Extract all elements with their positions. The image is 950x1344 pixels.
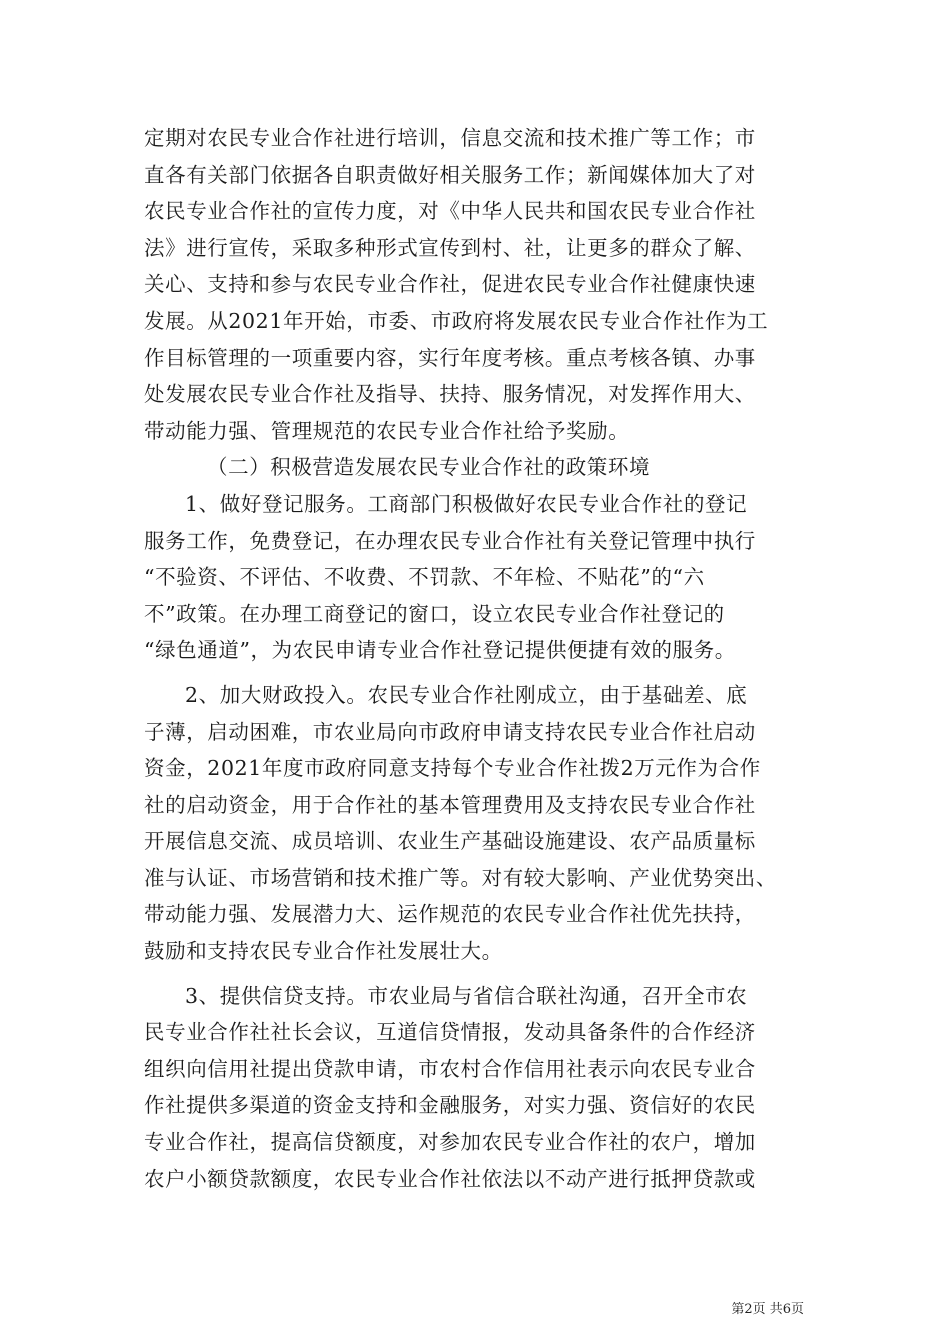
paragraph-first-line: 1、做好登记服务。工商部门积极做好农民专业合作社的登记 bbox=[185, 491, 748, 516]
text-line: 准与认证、市场营销和技术推广等。对有较大影响、产业优势突出、 bbox=[144, 865, 777, 890]
text-line: 定期对农民专业合作社进行培训，信息交流和技术推广等工作；市 bbox=[144, 126, 756, 150]
text-line: 直各有关部门依据各自职责做好相关服务工作；新闻媒体加大了对 bbox=[144, 162, 756, 187]
text-line: 作社提供多渠道的资金支持和金融服务，对实力强、资信好的农民 bbox=[144, 1093, 756, 1118]
text-line: 开展信息交流、成员培训、农业生产基础设施建设、农产品质量标 bbox=[144, 829, 756, 854]
text-line: “绿色通道”，为农民申请专业合作社登记提供便捷有效的服务。 bbox=[144, 638, 736, 663]
paragraph-first-line: 2、加大财政投入。农民专业合作社刚成立，由于基础差、底 bbox=[185, 682, 748, 707]
text-line: 带动能力强、管理规范的农民专业合作社给予奖励。 bbox=[144, 418, 630, 443]
text-line: 专业合作社，提高信贷额度，对参加农民专业合作社的农户，增加 bbox=[144, 1130, 756, 1155]
text-line: 作目标管理的一项重要内容，实行年度考核。重点考核各镇、办事 bbox=[144, 345, 756, 370]
text-line: 组织向信用社提出贷款申请，市农村合作信用社表示向农民专业合 bbox=[144, 1056, 756, 1081]
text-line: 社的启动资金，用于合作社的基本管理费用及支持农民专业合作社 bbox=[144, 792, 756, 817]
page-number-footer: 第2页 共6页 bbox=[731, 1302, 804, 1317]
text-line: 农民专业合作社的宣传力度，对《中华人民共和国农民专业合作社 bbox=[144, 199, 756, 224]
text-line: 资金，2021年度市政府同意支持每个专业合作社拨2万元作为合作 bbox=[144, 756, 761, 781]
text-line: “不验资、不评估、不收费、不罚款、不年检、不贴花”的“六 bbox=[144, 565, 705, 590]
text-line: 服务工作，免费登记，在办理农民专业合作社有关登记管理中执行 bbox=[144, 528, 756, 553]
text-line: 民专业合作社社长会议，互道信贷情报，发动具备条件的合作经济 bbox=[144, 1020, 756, 1045]
text-line: 带动能力强、发展潜力大、运作规范的农民专业合作社优先扶持， bbox=[144, 902, 756, 927]
text-line: 鼓励和支持农民专业合作社发展壮大。 bbox=[144, 939, 503, 964]
text-line: 农户小额贷款额度，农民专业合作社依法以不动产进行抵押贷款或 bbox=[144, 1166, 756, 1191]
body-text bbox=[144, 120, 814, 1197]
text-line: 子薄，启动困难，市农业局向市政府申请支持农民专业合作社启动 bbox=[144, 719, 756, 744]
text-line: 法》进行宣传，采取多种形式宣传到村、社，让更多的群众了解、 bbox=[144, 235, 756, 260]
text-line: 关心、支持和参与农民专业合作社，促进农民专业合作社健康快速 bbox=[144, 272, 756, 297]
paragraph-first-line: 3、提供信贷支持。市农业局与省信合联社沟通，召开全市农 bbox=[185, 983, 748, 1008]
section-heading: （二）积极营造发展农民专业合作社的政策环境 bbox=[207, 455, 651, 480]
text-line: 处发展农民专业合作社及指导、扶持、服务情况，对发挥作用大、 bbox=[144, 382, 756, 407]
text-line: 发展。从2021年开始，市委、市政府将发展农民专业合作社作为工 bbox=[144, 308, 769, 333]
text-line: 不”政策。在办理工商登记的窗口，设立农民专业合作社登记的 bbox=[144, 601, 725, 626]
